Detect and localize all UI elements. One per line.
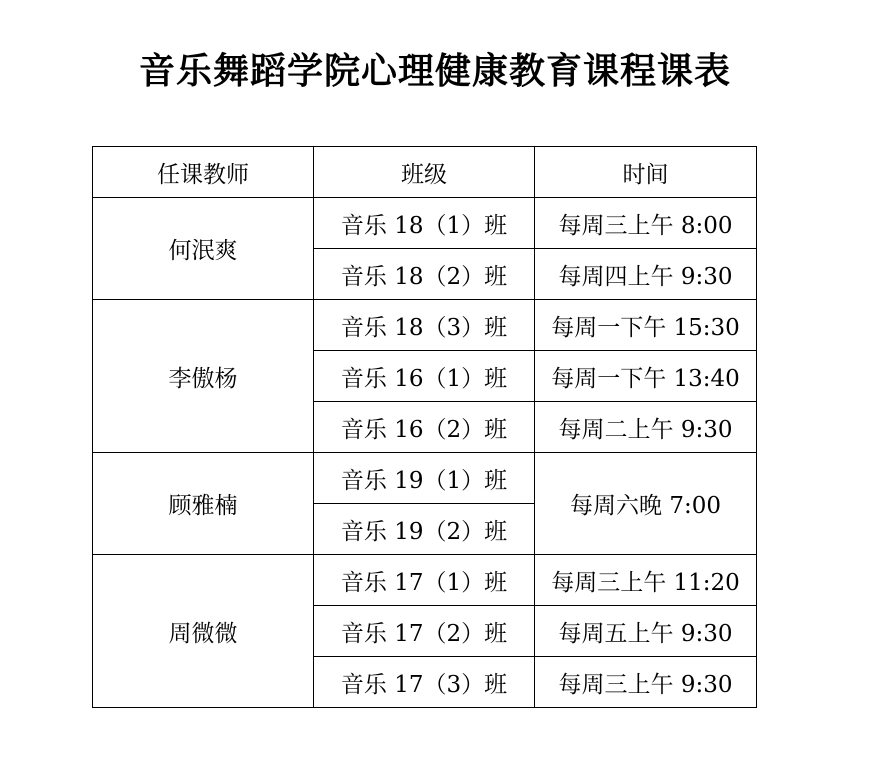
time-cell: 每周二上午 9:30 (535, 402, 757, 453)
time-cell: 每周三上午 9:30 (535, 657, 757, 708)
class-cell: 音乐 18（1）班 (314, 198, 535, 249)
table-row (93, 453, 757, 504)
page-title: 音乐舞蹈学院心理健康教育课程课表 (138, 51, 731, 92)
teacher-cell: 周微微 (93, 555, 314, 708)
table-row (93, 198, 757, 249)
time-cell: 每周四上午 9:30 (535, 249, 757, 300)
header-row (93, 147, 757, 198)
teacher-cell: 顾雅楠 (93, 453, 314, 555)
class-cell: 音乐 18（2）班 (314, 249, 535, 300)
class-cell: 音乐 19（2）班 (314, 504, 535, 555)
table-row (93, 555, 757, 606)
time-cell: 每周六晚 7:00 (535, 453, 757, 555)
time-cell: 每周一下午 15:30 (535, 300, 757, 351)
class-cell: 音乐 18（3）班 (314, 300, 535, 351)
class-cell: 音乐 16（1）班 (314, 351, 535, 402)
time-cell: 每周三上午 11:20 (535, 555, 757, 606)
teacher-cell: 李傲杨 (93, 300, 314, 453)
table-row (93, 300, 757, 351)
header-teacher: 任课教师 (93, 147, 314, 198)
header-class: 班级 (314, 147, 535, 198)
class-cell: 音乐 17（1）班 (314, 555, 535, 606)
class-cell: 音乐 16（2）班 (314, 402, 535, 453)
header-time: 时间 (535, 147, 757, 198)
time-cell: 每周三上午 8:00 (535, 198, 757, 249)
class-cell: 音乐 17（3）班 (314, 657, 535, 708)
schedule-table (92, 146, 757, 708)
time-cell: 每周五上午 9:30 (535, 606, 757, 657)
time-cell: 每周一下午 13:40 (535, 351, 757, 402)
class-cell: 音乐 19（1）班 (314, 453, 535, 504)
teacher-cell: 何泯爽 (93, 198, 314, 300)
class-cell: 音乐 17（2）班 (314, 606, 535, 657)
